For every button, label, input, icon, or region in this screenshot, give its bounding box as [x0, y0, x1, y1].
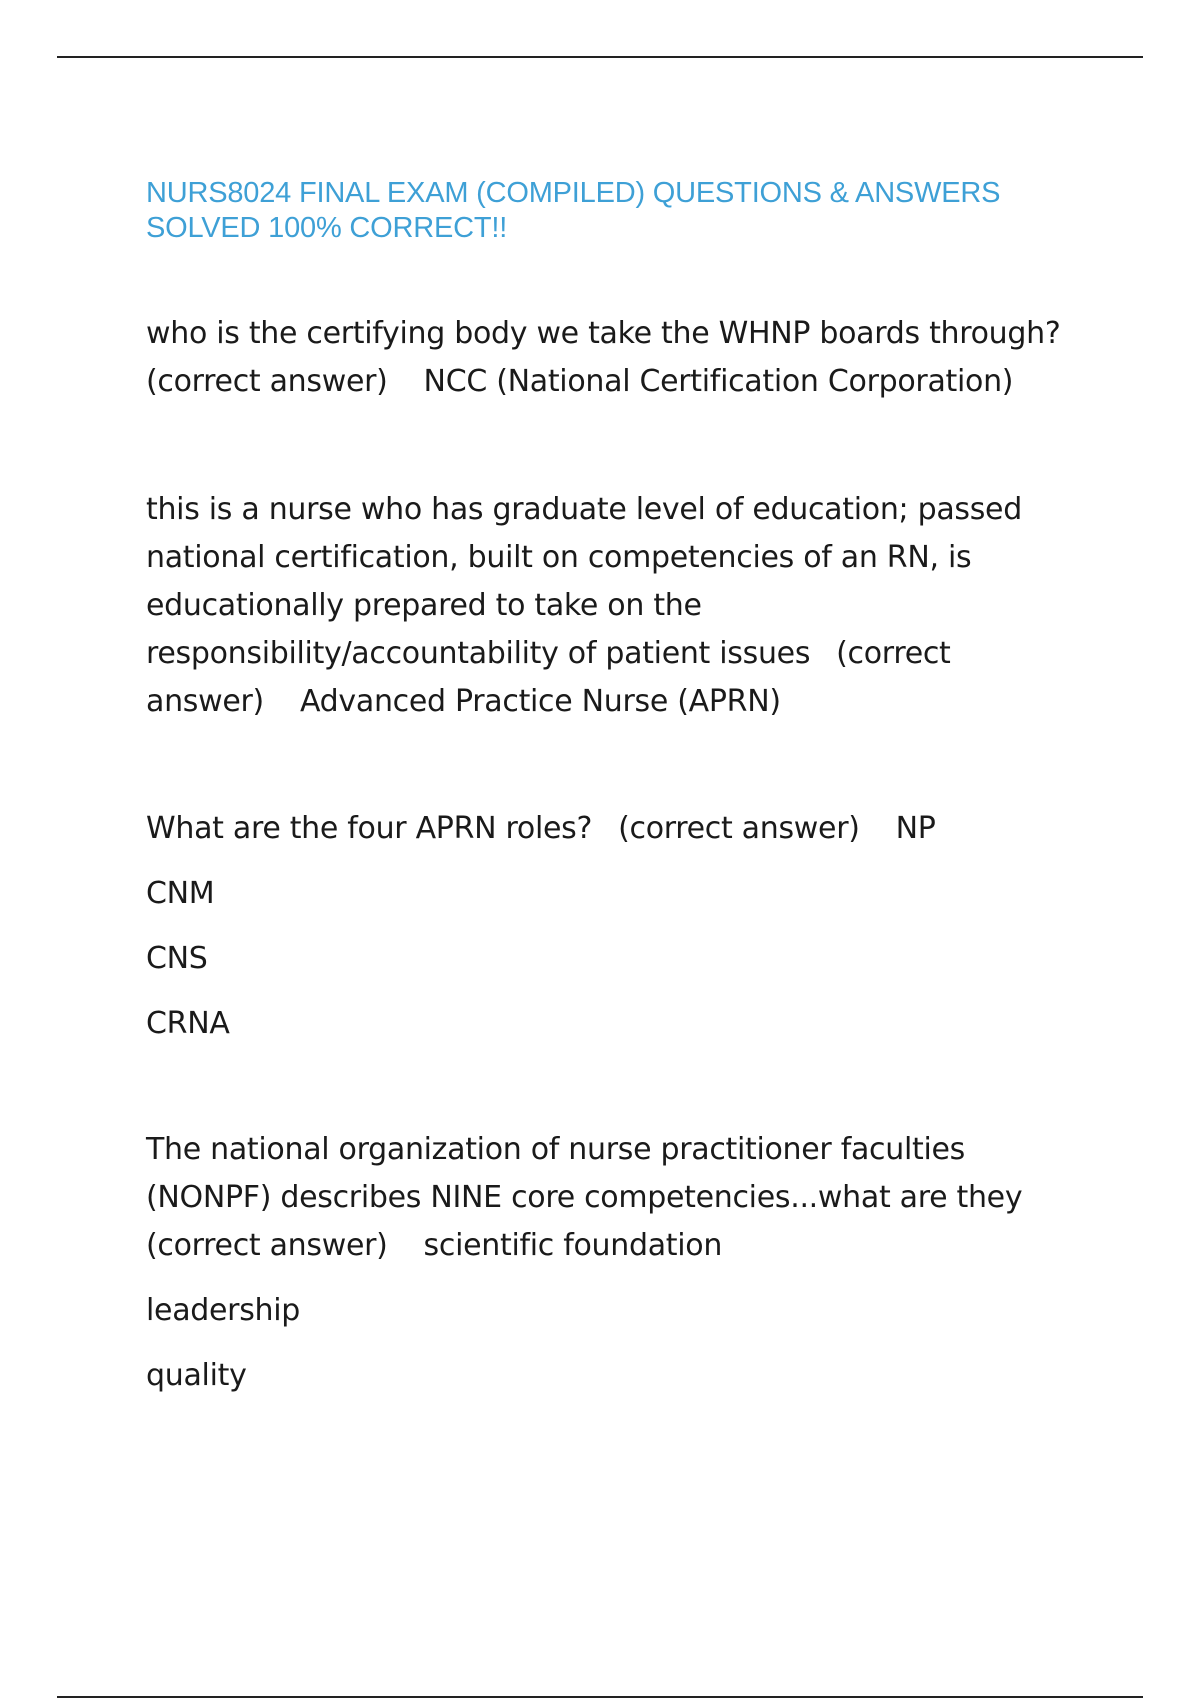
title-line-1: NURS8024 FINAL EXAM (COMPILED) QUESTIONS & ANSWERS [146, 177, 1001, 209]
list-item: leadership [146, 1293, 301, 1328]
qa-block-4 [146, 1126, 1086, 1400]
question-text: What are the four APRN roles? [146, 811, 593, 846]
question-text: responsibility/accountability of patient issues [146, 636, 811, 671]
title-line-2: SOLVED 100% CORRECT!! [146, 212, 508, 244]
top-rule [57, 56, 1143, 58]
answer-text: scientific foundation [423, 1228, 723, 1263]
answer-line [146, 358, 1086, 406]
document-title [146, 176, 1106, 246]
list-item: quality [146, 1358, 247, 1393]
answer-text: NP [895, 811, 936, 846]
correct-answer-marker: (correct answer) [146, 1228, 388, 1263]
qa-block-2 [146, 486, 1086, 726]
bottom-rule [57, 1696, 1143, 1698]
correct-answer-marker: answer) [146, 684, 264, 719]
question-text: The national organization of nurse practitioner faculties [146, 1132, 965, 1167]
qa-block-3 [146, 805, 1086, 1048]
correct-answer-marker: (correct answer) [146, 364, 388, 399]
list-item: CNM [146, 876, 215, 911]
question-text: educationally prepared to take on the [146, 588, 702, 623]
question-answer-line [146, 805, 1086, 853]
question-text: (NONPF) describes NINE core competencies...what are they [146, 1180, 1023, 1215]
correct-answer-marker: (correct [836, 636, 951, 671]
question-text: this is a nurse who has graduate level of education; passed [146, 492, 1022, 527]
answer-text: Advanced Practice Nurse (APRN) [299, 684, 781, 719]
list-item: CRNA [146, 1006, 230, 1041]
qa-block-1 [146, 310, 1086, 406]
answer-line [146, 678, 1086, 726]
answer-text: NCC (National Certification Corporation) [423, 364, 1014, 399]
correct-answer-marker: (correct answer) [618, 811, 860, 846]
list-item: CNS [146, 941, 208, 976]
question-text: national certification, built on competencies of an RN, is [146, 540, 972, 575]
question-text: who is the certifying body we take the WHNP boards through? [146, 316, 1061, 351]
question-text-marker-line [146, 630, 1086, 678]
answer-line [146, 1222, 1086, 1270]
